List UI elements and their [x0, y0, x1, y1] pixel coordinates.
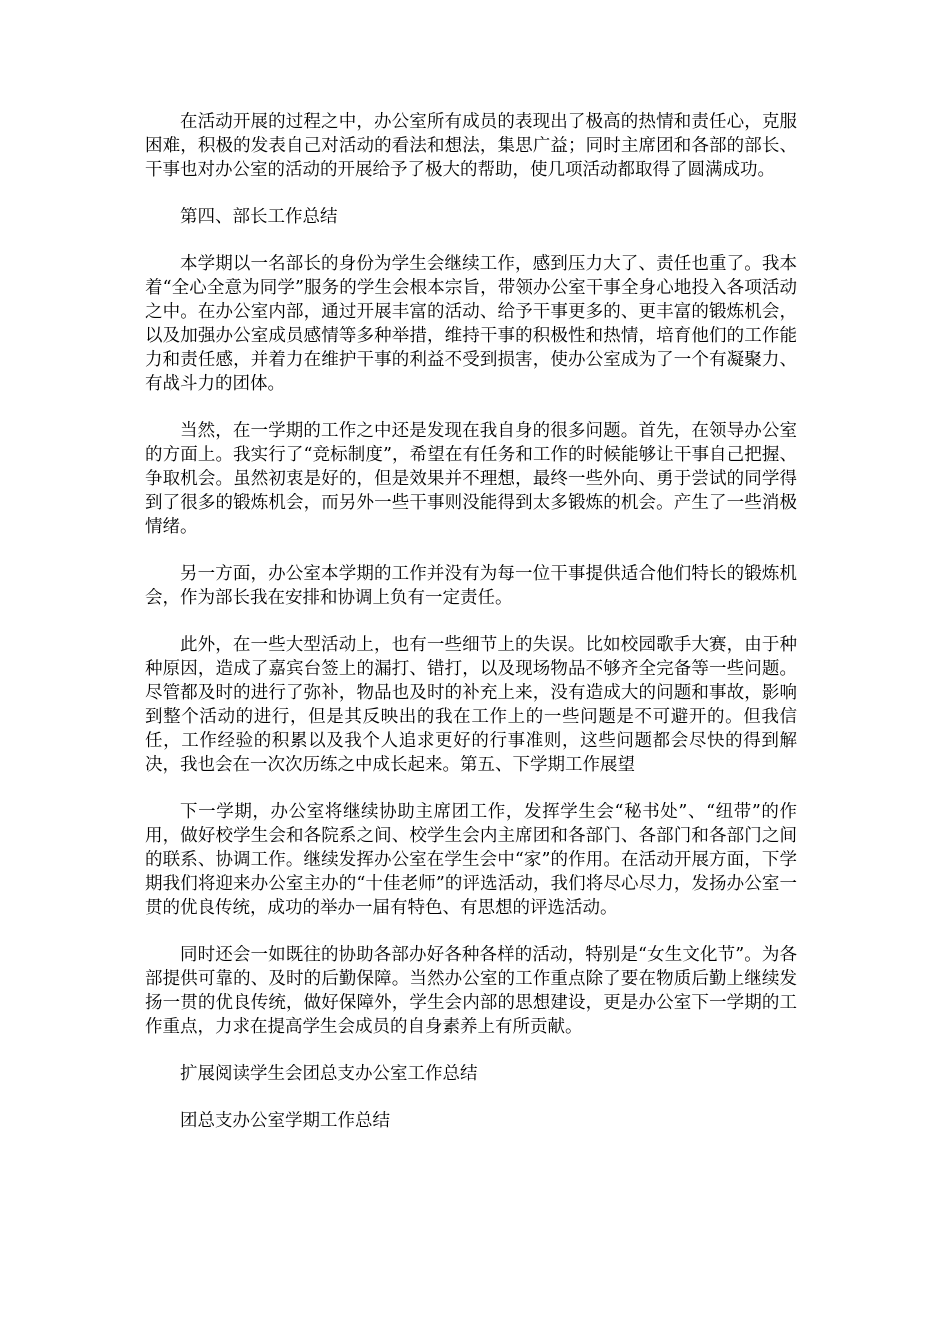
extended-reading-heading: 扩展阅读学生会团总支办公室工作总结	[180, 1064, 478, 1084]
paragraph-next-term-plan: 下一学期，办公室将继续协助主席团工作，发挥学生会“秘书处”、“纽带”的作用，做好校学生会和各院系之间、校学生会内主席团和各部门、各部门和各部门之间的联系、协调工作。继续发挥办公室在学生会中“家”的作用。在活动开展方面，下学期我们将迎来办公室主办的“十佳老师”的评选活动，我们将尽心尽力，发扬办公室一贯的优良传统，成功的举办一届有特色、有思想的评选活动。	[145, 802, 797, 918]
paragraph-minister-work: 本学期以一名部长的身份为学生会继续工作，感到压力大了、责任也重了。我本着“全心全意为同学”服务的学生会根本宗旨，带领办公室干事全身心地投入各项活动之中。在办公室内部，通过开展丰富的活动、给予干事更多的、更丰富的锻炼机会，以及加强办公室成员感情等多种举措，维持干事的积极性和热情，培育他们的工作能力和责任感，并着力在维护干事的利益不受到损害，使办公室成为了一个有凝聚力、有战斗力的团体。	[145, 254, 797, 394]
subtitle-term-summary: 团总支办公室学期工作总结	[180, 1111, 390, 1131]
paragraph-training-opportunities: 另一方面，办公室本学期的工作并没有为每一位干事提供适合他们特长的锻炼机会，作为部长我在安排和协调上负有一定责任。	[145, 564, 797, 608]
section-heading-minister-summary: 第四、部长工作总结	[180, 207, 338, 227]
paragraph-event-mistakes: 此外，在一些大型活动上，也有一些细节上的失误。比如校园歌手大赛，由于种种原因，造成了嘉宾台签上的漏打、错打，以及现场物品不够齐全完备等一些问题。尽管都及时的进行了弥补，物品也及时的补充上来，没有造成大的问题和事故，影响到整个活动的进行，但是其反映出的我在工作上的一些问题是不可避开的。但我信任，工作经验的积累以及我个人追求更好的行事准则，这些问题都会尽快的得到解决，我也会在一次次历练之中成长起来。第五、下学期工作展望	[145, 635, 797, 775]
paragraph-activity-summary: 在活动开展的过程之中，办公室所有成员的表现出了极高的热情和责任心，克服困难，积极的发表自己对活动的看法和想法，集思广益；同时主席团和各部的部长、干事也对办公室的活动的开展给予了极大的帮助，使几项活动都取得了圆满成功。	[145, 112, 797, 180]
paragraph-logistics-support: 同时还会一如既往的协助各部办好各种各样的活动，特别是“女生文化节”。为各部提供可靠的、及时的后勤保障。当然办公室的工作重点除了要在物质后勤上继续发扬一贯的优良传统，做好保障外，学生会内部的思想建设，更是办公室下一学期的工作重点，力求在提高学生会成员的自身素养上有所贡献。	[145, 945, 797, 1037]
paragraph-self-problems: 当然，在一学期的工作之中还是发现在我自身的很多问题。首先，在领导办公室的方面上。我实行了“竞标制度”，希望在有任务和工作的时候能够让干事自己把握、争取机会。虽然初衷是好的，但是效果并不理想，最终一些外向、勇于尝试的同学得到了很多的锻炼机会，而另外一些干事则没能得到太多锻炼的机会。产生了一些消极情绪。	[145, 421, 797, 537]
